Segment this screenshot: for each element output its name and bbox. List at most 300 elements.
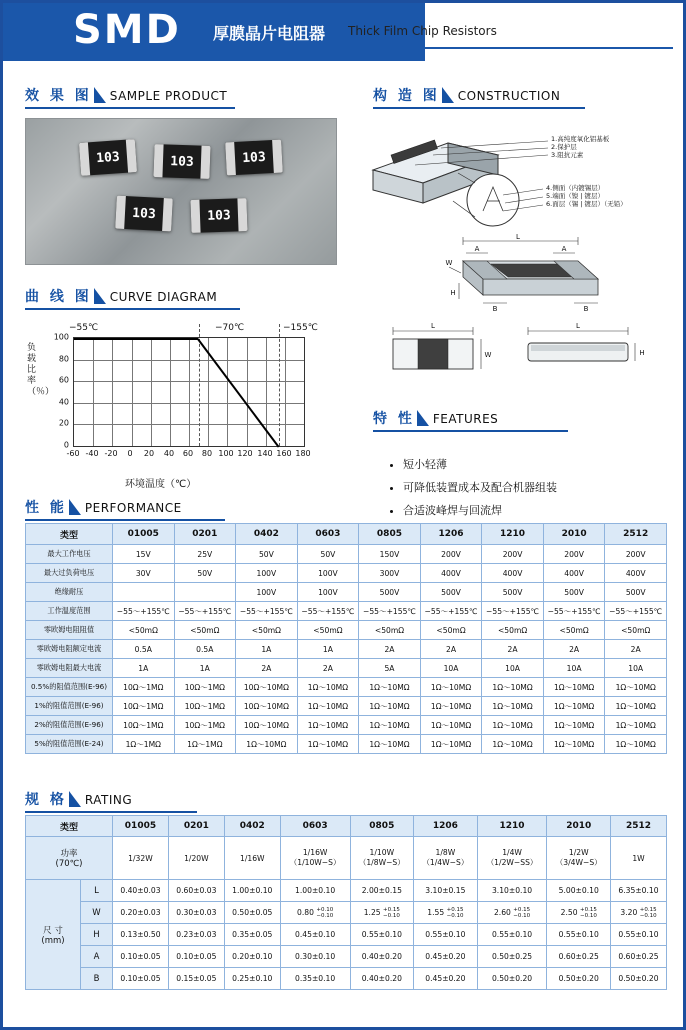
cell — [174, 583, 236, 602]
cell: 0.55±0.10 — [611, 924, 667, 946]
power-label-line1: 功率 — [60, 849, 78, 859]
cell: 10A — [543, 659, 605, 678]
dim-label-line1: 尺 寸 — [43, 925, 63, 936]
cell: 1Ω～10MΩ — [543, 716, 605, 735]
cell: 0.55±0.10 — [477, 924, 547, 946]
svg-text:W: W — [445, 259, 453, 267]
svg-text:H: H — [450, 289, 456, 297]
table-row — [26, 545, 667, 564]
cell: 0.40±0.20 — [350, 946, 414, 968]
cell: 1/10W （1/8W−S） — [350, 837, 414, 880]
table-row — [26, 924, 667, 946]
cell: 10Ω～1MΩ — [113, 678, 175, 697]
cell: 10A — [420, 659, 482, 678]
cell: 2A — [297, 659, 359, 678]
title-slash-icon — [69, 791, 81, 807]
cell: 10A — [605, 659, 667, 678]
col-header: 1206 — [420, 524, 482, 545]
cell: 5A — [359, 659, 421, 678]
chart-xtick: 0 — [127, 449, 133, 458]
svg-text:W: W — [484, 351, 492, 359]
feature-item: • 短小轻薄 — [403, 456, 686, 472]
cell: 1Ω～10MΩ — [605, 697, 667, 716]
row-label: 1%的阻值范围(E-96) — [26, 697, 113, 716]
cell: 200V — [543, 545, 605, 564]
cell: 50V — [174, 564, 236, 583]
col-header: 01005 — [113, 524, 175, 545]
col-header: 2010 — [547, 816, 611, 837]
chip-code-text: 103 — [95, 149, 121, 166]
performance-table — [25, 523, 667, 754]
cell: −55～+155℃ — [113, 602, 175, 621]
cell: 3.20 +0.15 −0.10 — [611, 902, 667, 924]
cell: 10Ω～1MΩ — [174, 678, 236, 697]
cell: 0.60±0.25 — [611, 946, 667, 968]
table-header-row — [26, 524, 667, 545]
cell: −55～+155℃ — [297, 602, 359, 621]
table-row — [26, 583, 667, 602]
cell: 0.5A — [174, 640, 236, 659]
col-header: 01005 — [113, 816, 169, 837]
table-row — [26, 602, 667, 621]
construction-note: 5.端面（镍 | 镀层） — [546, 192, 605, 200]
construction-note: 1.高纯度氧化铝基板 — [551, 135, 610, 143]
cell: 0.50±0.25 — [477, 946, 547, 968]
dim-name: A — [81, 946, 113, 968]
table-row — [26, 880, 667, 902]
section-underline — [373, 107, 585, 109]
dimension-svg — [363, 231, 673, 381]
svg-text:H: H — [639, 349, 645, 357]
cell: 1Ω～10MΩ — [359, 735, 421, 754]
cell: 2A — [236, 659, 298, 678]
title-slash-icon — [94, 87, 106, 103]
table-header-row — [26, 816, 667, 837]
cell: 1Ω～10MΩ — [543, 678, 605, 697]
col-header: 0603 — [297, 524, 359, 545]
table-row — [26, 946, 667, 968]
cell: <50mΩ — [113, 621, 175, 640]
cell: 0.50±0.05 — [224, 902, 280, 924]
section-title-features — [373, 408, 603, 432]
svg-text:L: L — [431, 322, 435, 330]
cell: 10Ω～10MΩ — [236, 678, 298, 697]
section-title-sample-en: SAMPLE PRODUCT — [109, 89, 228, 103]
section-title-sample — [25, 85, 265, 109]
cell: 0.35±0.05 — [224, 924, 280, 946]
construction-note: 6.面层（锡 | 镀层）（无铅） — [546, 200, 627, 208]
chart-plot-area — [73, 337, 305, 447]
svg-text:A: A — [561, 245, 567, 253]
cell: 1Ω～1MΩ — [174, 735, 236, 754]
cell: 1Ω～10MΩ — [297, 716, 359, 735]
cell: <50mΩ — [359, 621, 421, 640]
section-title-curve-cn: 曲 线 图 — [25, 289, 92, 305]
cell: <50mΩ — [297, 621, 359, 640]
cell: 0.20±0.10 — [224, 946, 280, 968]
table-row — [26, 564, 667, 583]
section-underline — [25, 519, 225, 521]
page-header — [3, 3, 683, 63]
construction-note: 3.阻抗元素 — [551, 151, 584, 159]
section-title-construction-en: CONSTRUCTION — [457, 89, 561, 103]
cell: 0.55±0.10 — [414, 924, 478, 946]
table-row — [26, 678, 667, 697]
row-label: 最大过负荷电压 — [26, 564, 113, 583]
cell: 200V — [482, 545, 544, 564]
cell: 1A — [113, 659, 175, 678]
cell: 1Ω～10MΩ — [482, 678, 544, 697]
cell: 400V — [605, 564, 667, 583]
table-row — [26, 621, 667, 640]
cell: 0.10±0.05 — [113, 968, 169, 990]
row-label-power — [26, 837, 113, 880]
row-label: 0.5%的阻值范围(E-96) — [26, 678, 113, 697]
chip-code-text: 103 — [241, 149, 267, 166]
cell: −55～+155℃ — [174, 602, 236, 621]
cell: 0.60±0.25 — [547, 946, 611, 968]
dim-name: B — [81, 968, 113, 990]
cell: 1Ω～10MΩ — [359, 697, 421, 716]
construction-note: 4.侧面（内镀锡层） — [546, 184, 605, 192]
section-title-construction-cn: 构 造 图 — [373, 88, 440, 104]
col-header: 0402 — [224, 816, 280, 837]
svg-text:L: L — [576, 322, 580, 330]
row-label: 5%的阻值范围(E-24) — [26, 735, 113, 754]
title-slash-icon — [442, 87, 454, 103]
derating-curve-chart — [25, 323, 345, 493]
cell: 0.50±0.20 — [611, 968, 667, 990]
cell: 1Ω～10MΩ — [543, 735, 605, 754]
cell: 500V — [420, 583, 482, 602]
cell: 100V — [297, 583, 359, 602]
cell: −55～+155℃ — [236, 602, 298, 621]
cell: 100V — [236, 564, 298, 583]
col-header: 0201 — [168, 816, 224, 837]
row-label-dimension — [26, 880, 81, 990]
col-header: 1206 — [414, 816, 478, 837]
cell: 500V — [359, 583, 421, 602]
svg-text:B: B — [583, 305, 589, 313]
cell: 2A — [482, 640, 544, 659]
cell: 2.60 +0.15 −0.10 — [477, 902, 547, 924]
chart-ylabel: 负载比率（％） — [27, 343, 55, 397]
section-underline — [25, 811, 197, 813]
header-title-cn: 厚膜晶片电阻器 — [213, 24, 326, 43]
cell: 1Ω～10MΩ — [605, 735, 667, 754]
cell: 10Ω～1MΩ — [174, 697, 236, 716]
chart-ytick: 40 — [58, 397, 69, 407]
cell: −55～+155℃ — [605, 602, 667, 621]
cell: 100V — [297, 564, 359, 583]
cell: 0.25±0.10 — [224, 968, 280, 990]
section-title-performance — [25, 497, 245, 521]
cell: 0.10±0.05 — [113, 946, 169, 968]
cell: 2A — [605, 640, 667, 659]
chip-sample — [79, 139, 137, 176]
cell: 30V — [113, 564, 175, 583]
chip-code-text: 103 — [206, 207, 231, 224]
cell: 1A — [174, 659, 236, 678]
feature-item: • 可降低装置成本及配合机器组装 — [403, 479, 686, 495]
chart-xtick: 120 — [237, 449, 253, 458]
cell: 500V — [482, 583, 544, 602]
section-title-curve — [25, 286, 265, 310]
section-title-sample-cn: 效 果 图 — [25, 88, 92, 104]
cell: 0.40±0.20 — [350, 968, 414, 990]
cell: 0.45±0.20 — [414, 968, 478, 990]
section-title-performance-en: PERFORMANCE — [84, 501, 182, 515]
row-label: 零欧姆电阻额定电流 — [26, 640, 113, 659]
chart-series-flat — [74, 338, 198, 340]
table-row — [26, 902, 667, 924]
cell: 500V — [543, 583, 605, 602]
cell: 1/16W （1/10W−S） — [280, 837, 350, 880]
chart-annotation-2: −70℃ — [215, 323, 245, 333]
cell: 1Ω～10MΩ — [297, 697, 359, 716]
cell: 0.10±0.05 — [168, 946, 224, 968]
cell: 0.15±0.05 — [168, 968, 224, 990]
cell: 2.00±0.15 — [350, 880, 414, 902]
cell: 5.00±0.10 — [547, 880, 611, 902]
chart-xtick: 100 — [218, 449, 234, 458]
col-header: 0603 — [280, 816, 350, 837]
power-label-line2: (70℃) — [55, 859, 83, 869]
table-row — [26, 640, 667, 659]
cell: 0.30±0.03 — [168, 902, 224, 924]
cell: 1.25 +0.15 −0.10 — [350, 902, 414, 924]
cell: 50V — [236, 545, 298, 564]
cell: −55～+155℃ — [359, 602, 421, 621]
table-row-power — [26, 837, 667, 880]
row-label: 零欧姆电阻最大电流 — [26, 659, 113, 678]
cell: 1A — [236, 640, 298, 659]
cell: 100V — [236, 583, 298, 602]
section-title-rating-cn: 规 格 — [25, 792, 67, 808]
section-title-performance-cn: 性 能 — [25, 500, 67, 516]
cell: 1A — [297, 640, 359, 659]
cell: 1W — [611, 837, 667, 880]
cell: −55～+155℃ — [420, 602, 482, 621]
cell — [113, 583, 175, 602]
cell: 2A — [359, 640, 421, 659]
title-slash-icon — [417, 410, 429, 426]
cell: 1Ω～10MΩ — [420, 716, 482, 735]
col-header: 1210 — [477, 816, 547, 837]
cell: 0.30±0.10 — [280, 946, 350, 968]
cell: 1Ω～10MΩ — [359, 716, 421, 735]
cell: 200V — [605, 545, 667, 564]
construction-note: 2.保护层 — [551, 143, 577, 151]
cell: 0.20±0.03 — [113, 902, 169, 924]
cell: 400V — [420, 564, 482, 583]
chip-sample — [153, 144, 210, 179]
cell: 200V — [420, 545, 482, 564]
row-label: 最大工作电压 — [26, 545, 113, 564]
row-label: 零欧姆电阻阻值 — [26, 621, 113, 640]
cell: −55～+155℃ — [543, 602, 605, 621]
cell: 150V — [359, 545, 421, 564]
col-header: 2512 — [611, 816, 667, 837]
cell: 1/20W — [168, 837, 224, 880]
table-row — [26, 968, 667, 990]
section-title-rating-en: RATING — [84, 793, 133, 807]
cell: 1Ω～10MΩ — [420, 697, 482, 716]
cell: 10Ω～1MΩ — [113, 716, 175, 735]
chart-xtick: 80 — [201, 449, 213, 458]
dim-name: W — [81, 902, 113, 924]
cell: 1Ω～10MΩ — [482, 716, 544, 735]
chart-xtick: 180 — [295, 449, 311, 458]
title-slash-icon — [69, 499, 81, 515]
cell: <50mΩ — [482, 621, 544, 640]
chart-xtick: 140 — [257, 449, 273, 458]
table-row — [26, 697, 667, 716]
table-row — [26, 735, 667, 754]
cell: 2A — [420, 640, 482, 659]
chart-series-slope — [197, 338, 279, 447]
cell: 1Ω～10MΩ — [420, 678, 482, 697]
chart-xtick: 40 — [163, 449, 175, 458]
cell: 1/32W — [113, 837, 169, 880]
chip-sample — [225, 140, 283, 176]
cell: 0.23±0.03 — [168, 924, 224, 946]
chart-xtick: 160 — [276, 449, 292, 458]
cell: <50mΩ — [236, 621, 298, 640]
cell: 0.45±0.10 — [280, 924, 350, 946]
cell: 3.10±0.15 — [414, 880, 478, 902]
cell: <50mΩ — [543, 621, 605, 640]
cell: 0.60±0.03 — [168, 880, 224, 902]
cell: 2.50 +0.15 −0.10 — [547, 902, 611, 924]
cell: 10Ω～1MΩ — [113, 697, 175, 716]
row-label: 工作温度范围 — [26, 602, 113, 621]
cell: 1Ω～10MΩ — [482, 697, 544, 716]
col-header: 类型 — [26, 524, 113, 545]
cell: 500V — [605, 583, 667, 602]
chart-xlabel: 环境温度（℃） — [125, 479, 197, 490]
cell: 1/2W （3/4W−S） — [547, 837, 611, 880]
sample-product-photo — [25, 118, 337, 265]
chip-sample — [115, 196, 173, 232]
header-underline — [333, 47, 673, 49]
section-title-curve-en: CURVE DIAGRAM — [109, 290, 218, 304]
cell: −55～+155℃ — [482, 602, 544, 621]
col-header: 2512 — [605, 524, 667, 545]
cell: 0.55±0.10 — [547, 924, 611, 946]
cell: 10Ω～10MΩ — [236, 716, 298, 735]
cell: 1Ω～10MΩ — [482, 735, 544, 754]
features-list — [363, 449, 686, 525]
cell: 10A — [482, 659, 544, 678]
chart-dashed-line-155c — [279, 324, 280, 446]
chart-ytick: 0 — [63, 440, 69, 450]
cell: 1.00±0.10 — [280, 880, 350, 902]
chart-xtick: -60 — [66, 449, 80, 458]
cell: <50mΩ — [420, 621, 482, 640]
cell: 0.13±0.50 — [113, 924, 169, 946]
cell: 1Ω～1MΩ — [113, 735, 175, 754]
col-header: 2010 — [543, 524, 605, 545]
cell: <50mΩ — [174, 621, 236, 640]
cell: 0.40±0.03 — [113, 880, 169, 902]
section-title-rating — [25, 789, 225, 813]
cell: 1Ω～10MΩ — [420, 735, 482, 754]
chart-xtick: -40 — [85, 449, 99, 458]
cell: 1Ω～10MΩ — [236, 735, 298, 754]
cell: 1Ω～10MΩ — [605, 678, 667, 697]
col-header: 0201 — [174, 524, 236, 545]
cell: 1.00±0.10 — [224, 880, 280, 902]
title-slash-icon — [94, 288, 106, 304]
cell: 6.35±0.10 — [611, 880, 667, 902]
col-header: 1210 — [482, 524, 544, 545]
cell: 1/16W — [224, 837, 280, 880]
col-header: 类型 — [26, 816, 113, 837]
table-row — [26, 716, 667, 735]
rating-table — [25, 815, 667, 990]
cell: 0.50±0.20 — [547, 968, 611, 990]
cell: 400V — [482, 564, 544, 583]
chip-code-text: 103 — [169, 153, 194, 170]
header-title-en: Thick Film Chip Resistors — [348, 24, 497, 38]
col-header: 0402 — [236, 524, 298, 545]
cell: 2A — [543, 640, 605, 659]
cell: 1Ω～10MΩ — [297, 678, 359, 697]
cell: 0.35±0.10 — [280, 968, 350, 990]
cell: 0.5A — [113, 640, 175, 659]
cell: 300V — [359, 564, 421, 583]
cell: 1.55 +0.15 −0.10 — [414, 902, 478, 924]
row-label: 2%的阻值范围(E-96) — [26, 716, 113, 735]
col-header: 0805 — [350, 816, 414, 837]
dim-name: H — [81, 924, 113, 946]
cell: 0.45±0.20 — [414, 946, 478, 968]
chart-xtick: 60 — [182, 449, 194, 458]
chip-code-text: 103 — [131, 205, 157, 222]
chart-ytick: 80 — [58, 354, 69, 364]
table-row — [26, 659, 667, 678]
section-title-features-cn: 特 性 — [373, 411, 415, 427]
cell: 0.55±0.10 — [350, 924, 414, 946]
row-label: 绝缘耐压 — [26, 583, 113, 602]
section-underline — [25, 308, 240, 310]
chart-xtick: 20 — [143, 449, 155, 458]
cell: 1Ω～10MΩ — [297, 735, 359, 754]
cell: 0.80 +0.10 −0.10 — [280, 902, 350, 924]
cell: 1Ω～10MΩ — [605, 716, 667, 735]
col-header: 0805 — [359, 524, 421, 545]
cell: 1/8W （1/4W−S） — [414, 837, 478, 880]
cell: 1Ω～10MΩ — [359, 678, 421, 697]
dim-label-line2: (mm) — [41, 935, 65, 946]
chart-xtick: -20 — [104, 449, 118, 458]
chart-ytick: 100 — [53, 332, 69, 342]
dimension-drawings — [363, 231, 673, 371]
dim-name: L — [81, 880, 113, 902]
chart-ytick: 60 — [58, 375, 69, 385]
cell: 0.50±0.20 — [477, 968, 547, 990]
cell: 10Ω～1MΩ — [174, 716, 236, 735]
section-title-construction — [373, 85, 603, 109]
chart-annotation-3: −155℃ — [283, 323, 318, 333]
chip-sample — [190, 198, 247, 233]
cell: 50V — [297, 545, 359, 564]
cell: <50mΩ — [605, 621, 667, 640]
cell: 10Ω～10MΩ — [236, 697, 298, 716]
cell: 1/4W （1/2W−SS） — [477, 837, 547, 880]
section-underline — [373, 430, 568, 432]
